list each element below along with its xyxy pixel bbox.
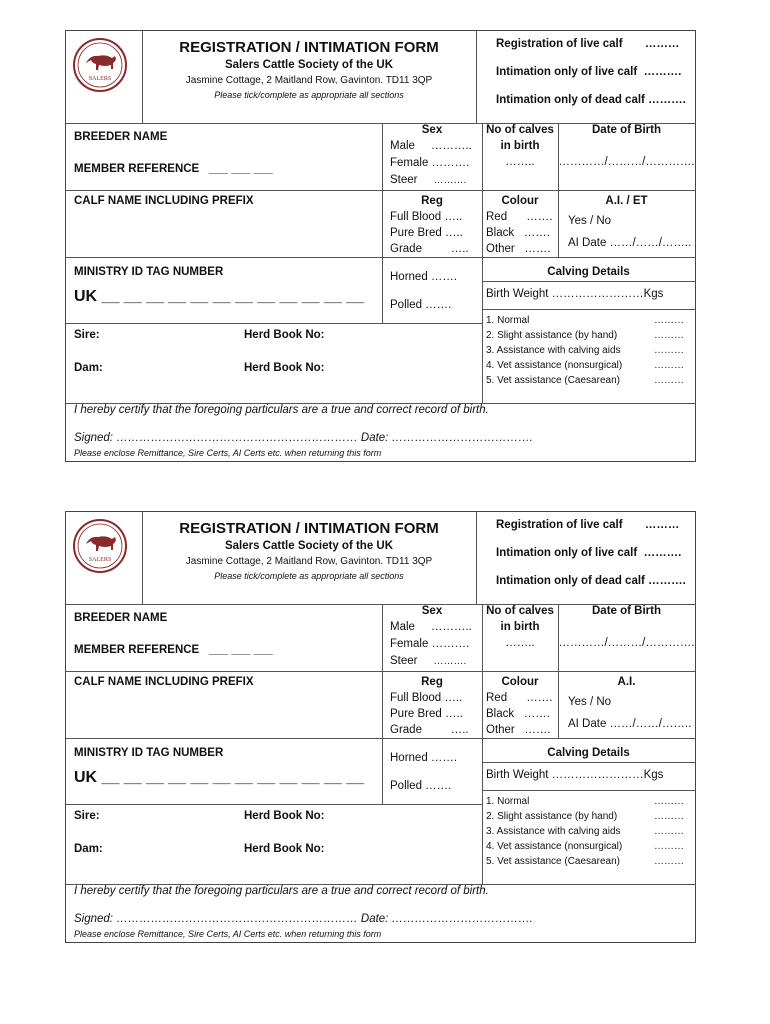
calving-vet-caesarean[interactable]: 5. Vet assistance (Caesarean) xyxy=(486,856,620,867)
ai-title: A.I. / ET xyxy=(605,195,648,207)
reg-grade[interactable]: Grade ….. xyxy=(390,724,469,736)
ministry-tag-label: MINISTRY ID TAG NUMBER xyxy=(74,747,224,759)
society-address: Jasmine Cottage, 2 Maitland Row, Gavinton. TD11 3QP xyxy=(185,75,433,86)
uk-tag-field[interactable]: UK __ __ __ __ __ __ __ __ __ __ __ __ xyxy=(74,769,365,786)
sex-steer[interactable]: Steer ………. xyxy=(390,174,467,186)
dam-label: Dam: xyxy=(74,843,103,855)
reg-full-blood[interactable]: Full Blood ….. xyxy=(390,692,463,704)
calving-vet-caesarean-blank[interactable]: ……… xyxy=(654,375,684,386)
breeder-name-label: BREEDER NAME xyxy=(74,131,168,143)
horned-option[interactable]: Horned ……. xyxy=(390,271,458,283)
calving-slight[interactable]: 2. Slight assistance (by hand) xyxy=(486,811,618,822)
sire-label: Sire: xyxy=(74,810,100,822)
calves-field[interactable]: …….. xyxy=(505,156,535,168)
calving-aids-blank[interactable]: ……… xyxy=(654,826,684,837)
birth-weight-field[interactable]: Birth Weight ……………………Kgs xyxy=(486,288,664,300)
herd-book-dam-label: Herd Book No: xyxy=(244,843,325,855)
calving-title: Calving Details xyxy=(547,266,630,278)
instruction-note: Please tick/complete as appropriate all sections xyxy=(214,571,404,581)
colour-other[interactable]: Other ……. xyxy=(486,243,551,255)
calves-title-1: No of calves xyxy=(486,605,554,617)
option-registration-live[interactable]: Registration of live calf ……… xyxy=(496,519,680,531)
calving-vet-caesarean[interactable]: 5. Vet assistance (Caesarean) xyxy=(486,375,620,386)
society-name: Salers Cattle Society of the UK xyxy=(224,59,394,71)
registration-form-2 xyxy=(65,511,696,943)
colour-title: Colour xyxy=(501,195,539,207)
calving-normal[interactable]: 1. Normal xyxy=(486,315,530,326)
svg-text:SALERS: SALERS xyxy=(88,557,112,563)
form-title: REGISTRATION / INTIMATION FORM xyxy=(179,39,439,56)
member-reference-field[interactable]: ___ ___ ___ xyxy=(208,163,273,175)
enclose-note: Please enclose Remittance, Sire Certs, AI Certs etc. when returning this form xyxy=(74,448,382,458)
polled-option[interactable]: Polled ……. xyxy=(390,299,452,311)
dob-field[interactable]: …………/………/…………. xyxy=(558,637,695,649)
enclose-note: Please enclose Remittance, Sire Certs, AI Certs etc. when returning this form xyxy=(74,929,382,939)
calving-normal-blank[interactable]: ……… xyxy=(654,315,684,326)
certification-statement: I hereby certify that the foregoing particulars are a true and correct record of birth. xyxy=(74,885,489,897)
reg-grade[interactable]: Grade ….. xyxy=(390,243,469,255)
birth-weight-field[interactable]: Birth Weight ……………………Kgs xyxy=(486,769,664,781)
colour-red[interactable]: Red ……. xyxy=(486,692,553,704)
calving-slight-blank[interactable]: ……… xyxy=(654,330,684,341)
svg-text:SALERS: SALERS xyxy=(88,76,112,82)
calving-vet-nonsurgical[interactable]: 4. Vet assistance (nonsurgical) xyxy=(486,841,623,852)
signature-date-field[interactable]: Signed: ……………………………………………………… Date: ………………………………. xyxy=(74,913,533,925)
calving-slight[interactable]: 2. Slight assistance (by hand) xyxy=(486,330,618,341)
calves-title-2: in birth xyxy=(500,140,540,152)
herd-book-sire-label: Herd Book No: xyxy=(244,329,325,341)
instruction-note: Please tick/complete as appropriate all sections xyxy=(214,90,404,100)
reg-title: Reg xyxy=(421,195,443,207)
dob-title: Date of Birth xyxy=(592,124,661,136)
calf-name-label: CALF NAME INCLUDING PREFIX xyxy=(74,195,254,207)
ai-date-field[interactable]: AI Date ……/……/…….. xyxy=(568,718,692,730)
member-reference-field[interactable]: ___ ___ ___ xyxy=(208,644,273,656)
breeder-name-label: BREEDER NAME xyxy=(74,612,168,624)
sex-female[interactable]: Female ………. xyxy=(390,157,470,169)
uk-tag-field[interactable]: UK __ __ __ __ __ __ __ __ __ __ __ __ xyxy=(74,288,365,305)
colour-black[interactable]: Black ……. xyxy=(486,227,550,239)
form-title: REGISTRATION / INTIMATION FORM xyxy=(179,520,439,537)
registration-form-1 xyxy=(65,30,696,462)
calving-normal-blank[interactable]: ……… xyxy=(654,796,684,807)
sex-female[interactable]: Female ………. xyxy=(390,638,470,650)
colour-title: Colour xyxy=(501,676,539,688)
polled-option[interactable]: Polled ……. xyxy=(390,780,452,792)
colour-other[interactable]: Other ……. xyxy=(486,724,551,736)
option-intimation-live[interactable]: Intimation only of live calf ………. xyxy=(496,66,682,78)
reg-pure-bred[interactable]: Pure Bred ….. xyxy=(390,227,463,239)
calving-vet-nonsurgical-blank[interactable]: ……… xyxy=(654,841,684,852)
sex-steer[interactable]: Steer ………. xyxy=(390,655,467,667)
certification-statement: I hereby certify that the foregoing particulars are a true and correct record of birth. xyxy=(74,404,489,416)
herd-book-sire-label: Herd Book No: xyxy=(244,810,325,822)
calves-title-1: No of calves xyxy=(486,124,554,136)
member-reference-label: MEMBER REFERENCE ___ ___ ___ xyxy=(74,163,273,175)
signature-date-field[interactable]: Signed: ……………………………………………………… Date: ………………………………. xyxy=(74,432,533,444)
sex-title: Sex xyxy=(421,605,443,617)
dob-field[interactable]: …………/………/…………. xyxy=(558,156,695,168)
calf-name-label: CALF NAME INCLUDING PREFIX xyxy=(74,676,254,688)
sex-male[interactable]: Male ……….. xyxy=(390,621,472,633)
calving-aids[interactable]: 3. Assistance with calving aids xyxy=(486,826,621,837)
reg-pure-bred[interactable]: Pure Bred ….. xyxy=(390,708,463,720)
colour-black[interactable]: Black ……. xyxy=(486,708,550,720)
reg-full-blood[interactable]: Full Blood ….. xyxy=(390,211,463,223)
calving-vet-nonsurgical[interactable]: 4. Vet assistance (nonsurgical) xyxy=(486,360,623,371)
calves-title-2: in birth xyxy=(500,621,540,633)
calves-field[interactable]: …….. xyxy=(505,637,535,649)
herd-book-dam-label: Herd Book No: xyxy=(244,362,325,374)
society-logo-icon xyxy=(72,37,128,93)
calving-title: Calving Details xyxy=(547,747,630,759)
ai-date-field[interactable]: AI Date ……/……/…….. xyxy=(568,237,692,249)
horned-option[interactable]: Horned ……. xyxy=(390,752,458,764)
sire-label: Sire: xyxy=(74,329,100,341)
member-reference-label: MEMBER REFERENCE ___ ___ ___ xyxy=(74,644,273,656)
option-intimation-dead[interactable]: Intimation only of dead calf ………. xyxy=(496,94,686,106)
calving-aids[interactable]: 3. Assistance with calving aids xyxy=(486,345,621,356)
option-intimation-dead[interactable]: Intimation only of dead calf ………. xyxy=(496,575,686,587)
option-intimation-live[interactable]: Intimation only of live calf ………. xyxy=(496,547,682,559)
calving-slight-blank[interactable]: ……… xyxy=(654,811,684,822)
calving-normal[interactable]: 1. Normal xyxy=(486,796,530,807)
dob-title: Date of Birth xyxy=(592,605,661,617)
ministry-tag-label: MINISTRY ID TAG NUMBER xyxy=(74,266,224,278)
calving-aids-blank[interactable]: ……… xyxy=(654,345,684,356)
dam-label: Dam: xyxy=(74,362,103,374)
society-name: Salers Cattle Society of the UK xyxy=(224,540,394,552)
calving-vet-caesarean-blank[interactable]: ……… xyxy=(654,856,684,867)
ai-yes-no[interactable]: Yes / No xyxy=(568,696,612,708)
ai-yes-no[interactable]: Yes / No xyxy=(568,215,612,227)
sex-male[interactable]: Male ……….. xyxy=(390,140,472,152)
option-registration-live[interactable]: Registration of live calf ……… xyxy=(496,38,680,50)
calving-vet-nonsurgical-blank[interactable]: ……… xyxy=(654,360,684,371)
colour-red[interactable]: Red ……. xyxy=(486,211,553,223)
society-address: Jasmine Cottage, 2 Maitland Row, Gavinton. TD11 3QP xyxy=(185,556,433,567)
society-logo-icon xyxy=(72,518,128,574)
sex-title: Sex xyxy=(421,124,443,136)
reg-title: Reg xyxy=(421,676,443,688)
ai-title: A.I. xyxy=(617,676,636,688)
